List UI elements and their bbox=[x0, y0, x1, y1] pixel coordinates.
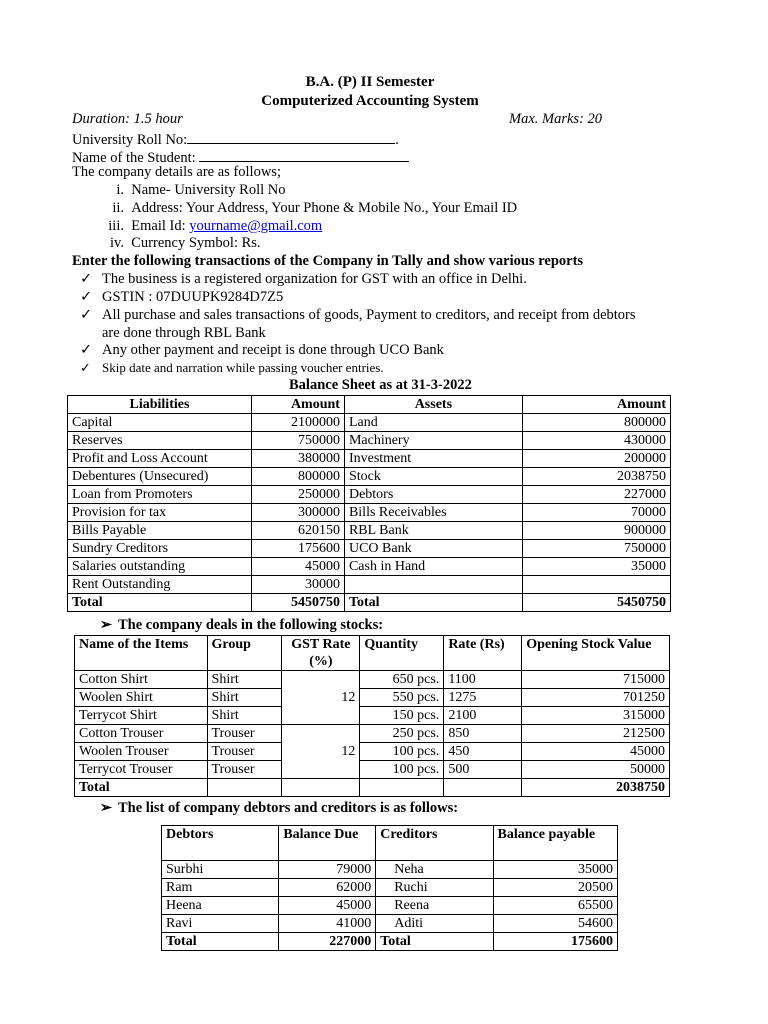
cell bbox=[282, 779, 360, 797]
table-row bbox=[68, 558, 671, 576]
cell: 380000 bbox=[251, 450, 344, 468]
cell: Woolen Shirt bbox=[75, 689, 208, 707]
cell bbox=[522, 576, 670, 594]
cell: 2038750 bbox=[522, 779, 670, 797]
total-row bbox=[68, 594, 671, 612]
cell: 500 bbox=[444, 761, 522, 779]
check-text: GSTIN : 07DUUPK9284D7Z5 bbox=[102, 289, 284, 305]
cell: Cotton Shirt bbox=[75, 671, 208, 689]
cell: 45000 bbox=[251, 558, 344, 576]
cell: Cotton Trouser bbox=[75, 725, 208, 743]
cell: Investment bbox=[344, 450, 522, 468]
cell: Shirt bbox=[207, 689, 282, 707]
cell: Surbhi bbox=[162, 861, 279, 879]
cell: Debentures (Unsecured) bbox=[68, 468, 252, 486]
cell: 900000 bbox=[522, 522, 670, 540]
stocks-heading-text: The company deals in the following stocks: bbox=[118, 617, 384, 633]
cell: 620150 bbox=[251, 522, 344, 540]
cell: Rent Outstanding bbox=[68, 576, 252, 594]
gst-rate-cell: 12 bbox=[282, 671, 360, 725]
detail-text: Name- University Roll No bbox=[131, 182, 286, 198]
cell: UCO Bank bbox=[344, 540, 522, 558]
detail-text: Address: Your Address, Your Phone & Mobile No., Your Email ID bbox=[131, 200, 518, 216]
cell: Total bbox=[376, 933, 493, 951]
cell: 70000 bbox=[522, 504, 670, 522]
check-item bbox=[80, 289, 283, 306]
cell: Debtors bbox=[344, 486, 522, 504]
table-header-row bbox=[68, 396, 671, 414]
cell: Neha bbox=[376, 861, 493, 879]
cell: 35000 bbox=[522, 558, 670, 576]
table-row bbox=[75, 725, 670, 743]
stocks-table bbox=[74, 635, 670, 797]
stocks-heading bbox=[94, 617, 383, 634]
cell: 100 pcs. bbox=[360, 743, 444, 761]
check-item bbox=[80, 307, 636, 324]
cell: 2038750 bbox=[522, 468, 670, 486]
details-intro: The company details are as follows; bbox=[72, 164, 281, 180]
column-header: Amount bbox=[522, 396, 670, 414]
course-title: B.A. (P) II Semester bbox=[305, 74, 435, 90]
cell: 150 pcs. bbox=[360, 707, 444, 725]
cell: Shirt bbox=[207, 671, 282, 689]
cell: 100 pcs. bbox=[360, 761, 444, 779]
cell: Total bbox=[68, 594, 252, 612]
detail-item bbox=[72, 200, 517, 217]
cell: 1100 bbox=[444, 671, 522, 689]
cell: Trouser bbox=[207, 725, 282, 743]
cell: 5450750 bbox=[522, 594, 670, 612]
cell: 550 pcs. bbox=[360, 689, 444, 707]
cell: Terrycot Trouser bbox=[75, 761, 208, 779]
cell: Loan from Promoters bbox=[68, 486, 252, 504]
cell: Woolen Trouser bbox=[75, 743, 208, 761]
cell: 701250 bbox=[522, 689, 670, 707]
table-row bbox=[75, 671, 670, 689]
cell: Total bbox=[162, 933, 279, 951]
cell: 45000 bbox=[279, 897, 376, 915]
cell: 175600 bbox=[493, 933, 617, 951]
duration: Duration: 1.5 hour bbox=[72, 111, 183, 127]
cell: 750000 bbox=[522, 540, 670, 558]
cell: 2100 bbox=[444, 707, 522, 725]
cell: Bills Payable bbox=[68, 522, 252, 540]
parties-heading-text: The list of company debtors and creditors is as follows: bbox=[118, 800, 459, 816]
cell: 62000 bbox=[279, 879, 376, 897]
table-row bbox=[75, 743, 670, 761]
table-row bbox=[162, 897, 618, 915]
cell: 2100000 bbox=[251, 414, 344, 432]
cell bbox=[344, 576, 522, 594]
table-row bbox=[68, 414, 671, 432]
cell: Stock bbox=[344, 468, 522, 486]
roll-suffix: . bbox=[395, 132, 399, 148]
cell: 5450750 bbox=[251, 594, 344, 612]
column-header: Name of the Items bbox=[75, 636, 208, 671]
check-icon: ✓ bbox=[80, 307, 93, 323]
cell: Profit and Loss Account bbox=[68, 450, 252, 468]
cell: Total bbox=[75, 779, 208, 797]
cell: 250000 bbox=[251, 486, 344, 504]
check-text-continued: are done through RBL Bank bbox=[102, 325, 266, 341]
check-icon: ✓ bbox=[80, 342, 93, 358]
cell bbox=[207, 779, 282, 797]
detail-item bbox=[72, 218, 322, 235]
table-row bbox=[68, 540, 671, 558]
check-item bbox=[80, 360, 384, 376]
cell: 850 bbox=[444, 725, 522, 743]
table-row bbox=[68, 522, 671, 540]
cell: Ram bbox=[162, 879, 279, 897]
cell: 65500 bbox=[493, 897, 617, 915]
table-row bbox=[75, 761, 670, 779]
student-name-label: Name of the Student: bbox=[72, 150, 196, 166]
cell: Shirt bbox=[207, 707, 282, 725]
max-marks: Max. Marks: 20 bbox=[509, 111, 603, 127]
cell: 227000 bbox=[279, 933, 376, 951]
column-header: Creditors bbox=[376, 826, 493, 861]
check-text: All purchase and sales transactions of goods, Payment to creditors, and receipt from debtors bbox=[102, 307, 636, 323]
column-header: Debtors bbox=[162, 826, 279, 861]
detail-text: Currency Symbol: Rs. bbox=[131, 235, 261, 251]
cell: 715000 bbox=[522, 671, 670, 689]
cell: Capital bbox=[68, 414, 252, 432]
cell: 200000 bbox=[522, 450, 670, 468]
email-link[interactable]: yourname@gmail.com bbox=[189, 218, 323, 234]
cell: Salaries outstanding bbox=[68, 558, 252, 576]
cell: 250 pcs. bbox=[360, 725, 444, 743]
cell: 227000 bbox=[522, 486, 670, 504]
cell: Bills Receivables bbox=[344, 504, 522, 522]
detail-num: i. bbox=[116, 182, 124, 198]
table-header-row bbox=[162, 826, 618, 861]
column-header: Balance Due bbox=[279, 826, 376, 861]
roll-label: University Roll No: bbox=[72, 132, 188, 148]
column-header: Amount bbox=[251, 396, 344, 414]
table-row bbox=[75, 689, 670, 707]
total-row bbox=[75, 779, 670, 797]
cell: 750000 bbox=[251, 432, 344, 450]
table-row bbox=[68, 486, 671, 504]
check-icon: ✓ bbox=[80, 271, 93, 287]
cell bbox=[444, 779, 522, 797]
check-text: The business is a registered organization for GST with an office in Delhi. bbox=[102, 271, 527, 287]
cell: Heena bbox=[162, 897, 279, 915]
arrow-bullet-icon: ➢ bbox=[99, 800, 113, 816]
subject-title: Computerized Accounting System bbox=[261, 93, 479, 109]
cell: 315000 bbox=[522, 707, 670, 725]
cell bbox=[360, 779, 444, 797]
detail-item bbox=[72, 182, 286, 199]
cell: Trouser bbox=[207, 761, 282, 779]
table-row bbox=[68, 504, 671, 522]
balance-sheet-title: Balance Sheet as at 31-3-2022 bbox=[289, 377, 472, 393]
cell: 20500 bbox=[493, 879, 617, 897]
detail-text: Email Id: bbox=[131, 218, 190, 234]
table-row bbox=[68, 450, 671, 468]
check-text: Any other payment and receipt is done through UCO Bank bbox=[102, 342, 444, 358]
cell: 450 bbox=[444, 743, 522, 761]
check-icon: ✓ bbox=[80, 360, 91, 375]
check-item bbox=[80, 271, 527, 288]
cell: 175600 bbox=[251, 540, 344, 558]
cell: 430000 bbox=[522, 432, 670, 450]
detail-num: ii. bbox=[112, 200, 124, 216]
cell: Cash in Hand bbox=[344, 558, 522, 576]
cell: 30000 bbox=[251, 576, 344, 594]
table-row bbox=[162, 879, 618, 897]
gst-rate-cell: 12 bbox=[282, 725, 360, 779]
cell: Ruchi bbox=[376, 879, 493, 897]
column-header: Liabilities bbox=[68, 396, 252, 414]
column-header: Assets bbox=[344, 396, 522, 414]
debtors-creditors-table bbox=[161, 825, 618, 951]
cell: RBL Bank bbox=[344, 522, 522, 540]
check-text: Skip date and narration while passing voucher entries. bbox=[102, 360, 384, 375]
cell: Machinery bbox=[344, 432, 522, 450]
column-header: Balance payable bbox=[493, 826, 617, 861]
cell: 54600 bbox=[493, 915, 617, 933]
cell: 50000 bbox=[522, 761, 670, 779]
detail-num: iv. bbox=[110, 235, 124, 251]
cell: 35000 bbox=[493, 861, 617, 879]
cell: Ravi bbox=[162, 915, 279, 933]
cell: Trouser bbox=[207, 743, 282, 761]
check-icon: ✓ bbox=[80, 289, 93, 305]
cell: 1275 bbox=[444, 689, 522, 707]
cell: 41000 bbox=[279, 915, 376, 933]
column-header: GST Rate (%) bbox=[282, 636, 360, 671]
cell: Land bbox=[344, 414, 522, 432]
column-header: Rate (Rs) bbox=[444, 636, 522, 671]
cell: Sundry Creditors bbox=[68, 540, 252, 558]
table-row bbox=[68, 432, 671, 450]
cell: 800000 bbox=[251, 468, 344, 486]
total-row bbox=[162, 933, 618, 951]
table-header-row bbox=[75, 636, 670, 671]
instruction-heading: Enter the following transactions of the Company in Tally and show various reports bbox=[72, 253, 584, 269]
cell: Terrycot Shirt bbox=[75, 707, 208, 725]
column-header: Group bbox=[207, 636, 282, 671]
student-name-field[interactable] bbox=[199, 147, 409, 162]
cell: 212500 bbox=[522, 725, 670, 743]
parties-heading bbox=[94, 800, 458, 817]
table-row bbox=[68, 468, 671, 486]
table-row bbox=[68, 576, 671, 594]
balance-sheet-table bbox=[67, 395, 671, 612]
cell: Reena bbox=[376, 897, 493, 915]
roll-number-field[interactable] bbox=[187, 129, 395, 144]
roll-number-row bbox=[72, 129, 399, 149]
cell: Provision for tax bbox=[68, 504, 252, 522]
cell: 800000 bbox=[522, 414, 670, 432]
table-row bbox=[162, 861, 618, 879]
cell: Total bbox=[344, 594, 522, 612]
table-row bbox=[75, 707, 670, 725]
cell: 79000 bbox=[279, 861, 376, 879]
cell: Aditi bbox=[376, 915, 493, 933]
cell: 300000 bbox=[251, 504, 344, 522]
column-header: Quantity bbox=[360, 636, 444, 671]
table-row bbox=[162, 915, 618, 933]
cell: 650 pcs. bbox=[360, 671, 444, 689]
arrow-bullet-icon: ➢ bbox=[99, 617, 113, 633]
cell: Reserves bbox=[68, 432, 252, 450]
detail-item bbox=[72, 235, 261, 252]
check-item bbox=[80, 342, 444, 359]
cell: 45000 bbox=[522, 743, 670, 761]
detail-num: iii. bbox=[108, 218, 124, 234]
column-header: Opening Stock Value bbox=[522, 636, 670, 671]
